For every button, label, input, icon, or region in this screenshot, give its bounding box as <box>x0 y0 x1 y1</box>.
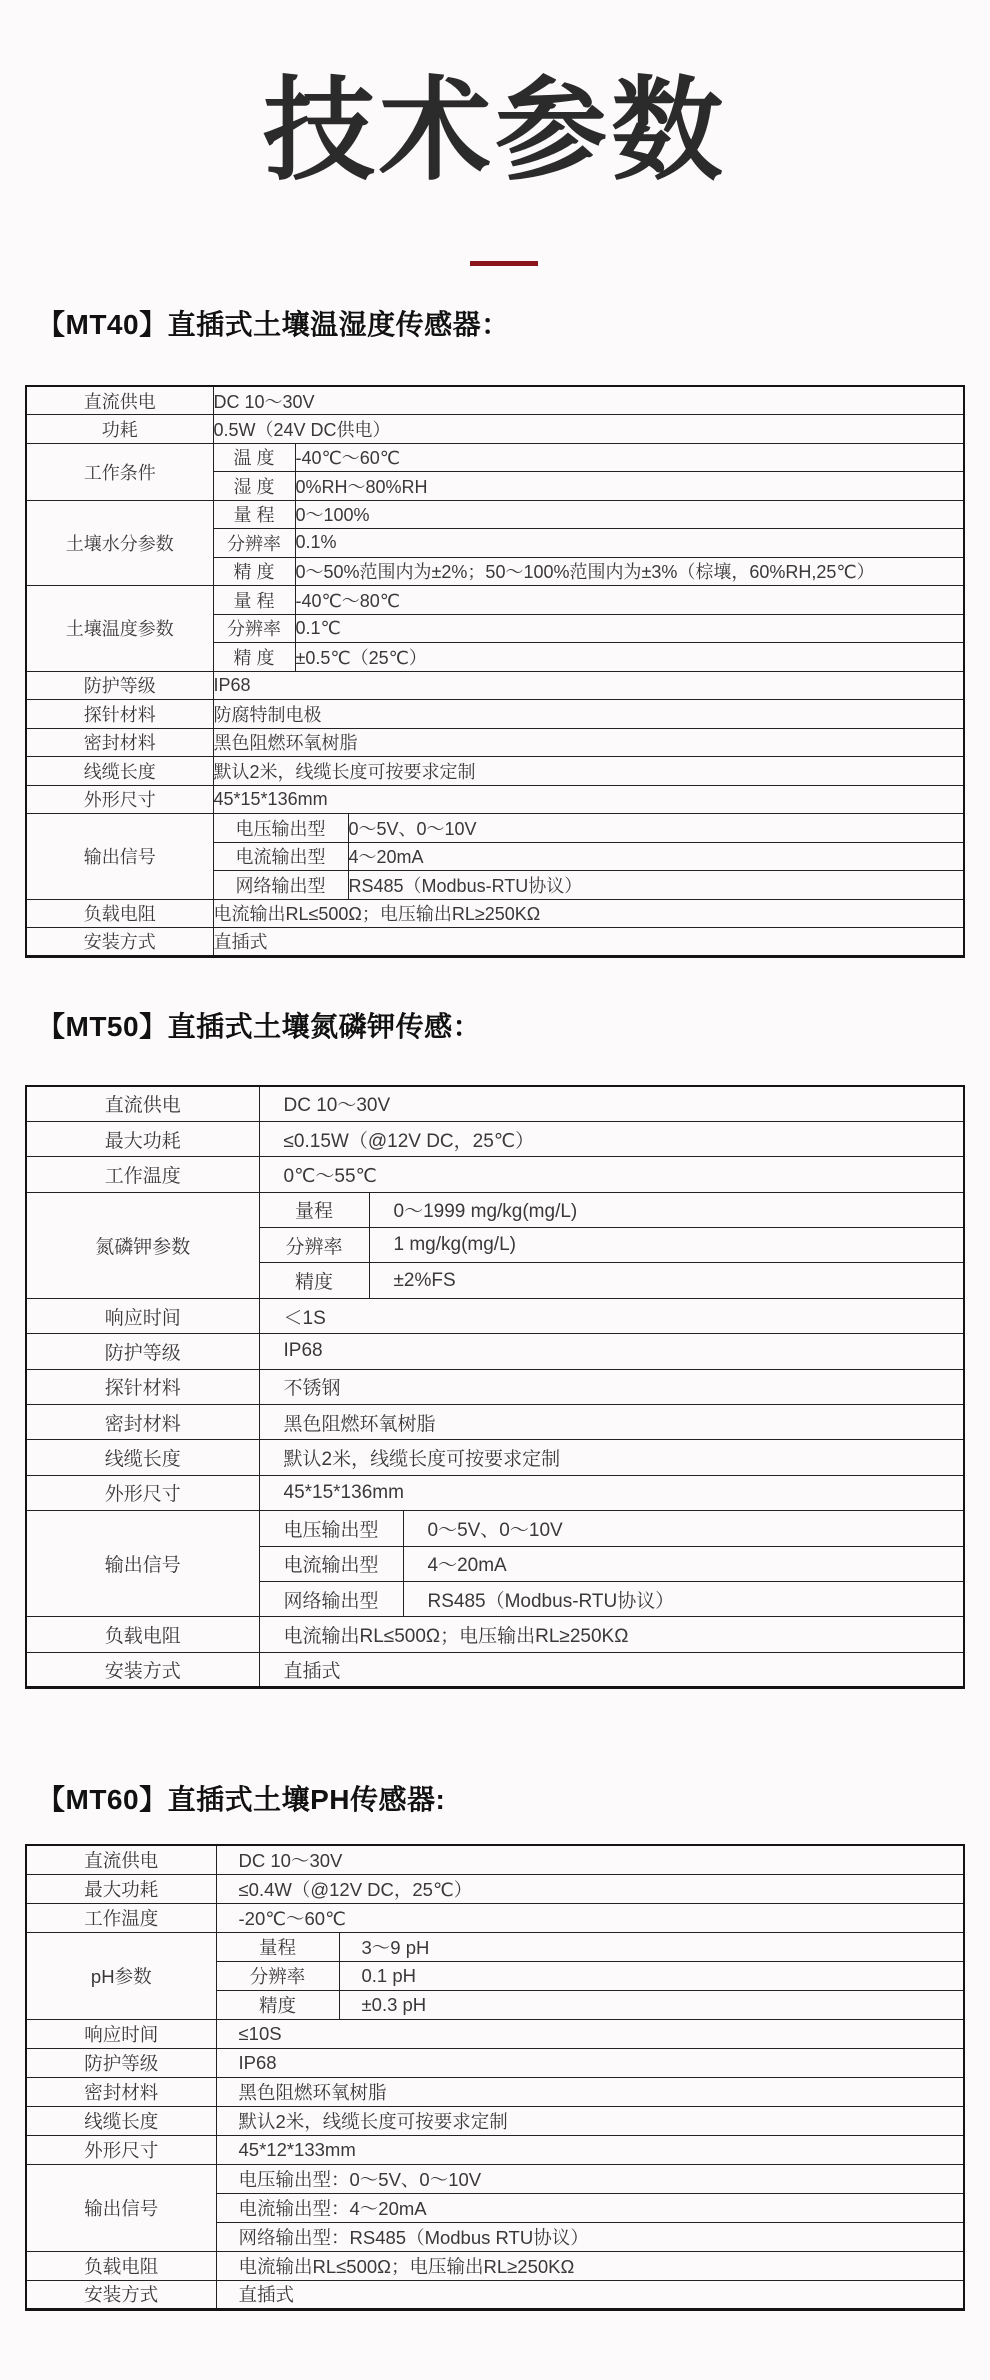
value-cell: 0～5V、0～10V <box>403 1511 964 1546</box>
table-row <box>26 2164 964 2193</box>
section-heading-mt50: 【MT50】直插式土壤氮磷钾传感： <box>37 1011 482 1042</box>
table-row <box>26 1845 964 1874</box>
value-cell: 0～50%范围内为±2%；50～100%范围内为±3%（棕壤，60%RH,25℃） <box>295 557 964 586</box>
table-row <box>26 2251 964 2280</box>
value-cell: ＜1S <box>259 1298 964 1333</box>
table-row <box>26 443 964 472</box>
value-cell: 直插式 <box>213 928 964 957</box>
value-cell: 0.1% <box>295 529 964 558</box>
title-divider <box>470 261 538 266</box>
sub-label-cell: 精度 <box>216 1990 339 2019</box>
table-row <box>26 671 964 700</box>
value-cell: 不锈钢 <box>259 1369 964 1404</box>
value-cell: -40℃～80℃ <box>295 586 964 615</box>
value-cell: DC 10～30V <box>216 1845 964 1874</box>
value-cell: 0℃～55℃ <box>259 1157 964 1192</box>
value-cell: IP68 <box>259 1334 964 1369</box>
table-row <box>26 785 964 814</box>
table-row <box>26 700 964 729</box>
value-cell: 电流输出RL≤500Ω；电压输出RL≥250KΩ <box>213 899 964 928</box>
table-row <box>26 586 964 615</box>
sub-label-cell: 量 程 <box>213 500 295 529</box>
sub-label-cell: 网络输出型 <box>259 1581 403 1616</box>
table-row <box>26 1405 964 1440</box>
row-label-cell: 安装方式 <box>26 2280 216 2309</box>
sub-label-cell: 分辨率 <box>213 529 295 558</box>
value-cell: ±2%FS <box>369 1263 964 1298</box>
table-row <box>26 2280 964 2309</box>
value-cell: 4～20mA <box>348 842 964 871</box>
sub-label-cell: 电流输出型 <box>259 1546 403 1581</box>
row-label-cell: 外形尺寸 <box>26 2135 216 2164</box>
row-label-cell: 氮磷钾参数 <box>26 1192 259 1298</box>
row-label-cell: 最大功耗 <box>26 1121 259 1156</box>
table-row <box>26 2077 964 2106</box>
row-label-cell: 工作温度 <box>26 1157 259 1192</box>
table-row <box>26 1903 964 1932</box>
value-cell: 3～9 pH <box>339 1932 964 1961</box>
row-label-cell: 线缆长度 <box>26 2106 216 2135</box>
row-label-cell: 直流供电 <box>26 1086 259 1121</box>
table-row <box>26 1874 964 1903</box>
value-cell: ±0.3 pH <box>339 1990 964 2019</box>
value-cell: 45*15*136mm <box>213 785 964 814</box>
table-row <box>26 2048 964 2077</box>
value-cell: 直插式 <box>259 1652 964 1687</box>
row-label-cell: 响应时间 <box>26 2019 216 2048</box>
value-cell: IP68 <box>213 671 964 700</box>
table-row <box>26 1086 964 1121</box>
table-row <box>26 1121 964 1156</box>
value-cell: -20℃～60℃ <box>216 1903 964 1932</box>
table-row <box>26 1652 964 1687</box>
value-cell: 电流输出RL≤500Ω；电压输出RL≥250KΩ <box>216 2251 964 2280</box>
table-row <box>26 386 964 415</box>
sub-label-cell: 量程 <box>259 1192 369 1227</box>
table-row <box>26 1617 964 1652</box>
table-row <box>26 728 964 757</box>
sub-label-cell: 精度 <box>259 1263 369 1298</box>
sub-label-cell: 分辨率 <box>213 614 295 643</box>
row-label-cell: 负载电阻 <box>26 899 213 928</box>
value-cell: 黑色阻燃环氧树脂 <box>216 2077 964 2106</box>
row-label-cell: 防护等级 <box>26 1334 259 1369</box>
value-cell: ≤0.4W（@12V DC，25℃） <box>216 1874 964 1903</box>
table-row <box>26 1475 964 1510</box>
row-label-cell: pH参数 <box>26 1932 216 2019</box>
table-row <box>26 2135 964 2164</box>
row-label-cell: 响应时间 <box>26 1298 259 1333</box>
sub-label-cell: 分辨率 <box>216 1961 339 1990</box>
value-cell: 45*12*133mm <box>216 2135 964 2164</box>
table-row <box>26 2106 964 2135</box>
table-row <box>26 814 964 843</box>
sub-label-cell: 电流输出型 <box>213 842 348 871</box>
row-label-cell: 探针材料 <box>26 700 213 729</box>
table-row <box>26 1932 964 1961</box>
table-row <box>26 1334 964 1369</box>
sub-label-cell: 电压输出型 <box>259 1511 403 1546</box>
row-label-cell: 土壤温度参数 <box>26 586 213 672</box>
sub-label-cell: 量 程 <box>213 586 295 615</box>
table-row <box>26 500 964 529</box>
value-cell: 0～1999 mg/kg(mg/L) <box>369 1192 964 1227</box>
value-cell: -40℃～60℃ <box>295 443 964 472</box>
value-cell: 45*15*136mm <box>259 1475 964 1510</box>
row-label-cell: 直流供电 <box>26 1845 216 1874</box>
value-cell: ±0.5℃（25℃） <box>295 643 964 672</box>
value-cell: 黑色阻燃环氧树脂 <box>259 1405 964 1440</box>
row-label-cell: 直流供电 <box>26 386 213 415</box>
value-cell: 0～100% <box>295 500 964 529</box>
row-label-cell: 外形尺寸 <box>26 1475 259 1510</box>
value-cell: DC 10～30V <box>213 386 964 415</box>
value-cell: 防腐特制电极 <box>213 700 964 729</box>
value-cell: 网络输出型：RS485（Modbus RTU协议） <box>216 2222 964 2251</box>
value-cell: 直插式 <box>216 2280 964 2309</box>
table-row <box>26 1192 964 1227</box>
value-cell: 0.5W（24V DC供电） <box>213 415 964 444</box>
value-cell: RS485（Modbus-RTU协议） <box>403 1581 964 1616</box>
row-label-cell: 防护等级 <box>26 2048 216 2077</box>
row-label-cell: 安装方式 <box>26 1652 259 1687</box>
row-label-cell: 功耗 <box>26 415 213 444</box>
row-label-cell: 工作条件 <box>26 443 213 500</box>
value-cell: DC 10～30V <box>259 1086 964 1121</box>
table-row <box>26 899 964 928</box>
page-title: 技术参数 <box>263 68 727 193</box>
sub-label-cell: 精 度 <box>213 557 295 586</box>
table-row <box>26 415 964 444</box>
value-cell: 电压输出型：0～5V、0～10V <box>216 2164 964 2193</box>
table-row <box>26 2019 964 2048</box>
sub-label-cell: 温 度 <box>213 443 295 472</box>
value-cell: 0%RH～80%RH <box>295 472 964 501</box>
sub-label-cell: 湿 度 <box>213 472 295 501</box>
value-cell: ≤10S <box>216 2019 964 2048</box>
row-label-cell: 外形尺寸 <box>26 785 213 814</box>
row-label-cell: 密封材料 <box>26 1405 259 1440</box>
sub-label-cell: 网络输出型 <box>213 871 348 900</box>
sub-label-cell: 量程 <box>216 1932 339 1961</box>
row-label-cell: 负载电阻 <box>26 2251 216 2280</box>
spec-table-mt50 <box>25 1085 965 1689</box>
sub-label-cell: 电压输出型 <box>213 814 348 843</box>
value-cell: 电流输出型：4～20mA <box>216 2193 964 2222</box>
table-row <box>26 757 964 786</box>
value-cell: ≤0.15W（@12V DC，25℃） <box>259 1121 964 1156</box>
row-label-cell: 密封材料 <box>26 2077 216 2106</box>
sub-label-cell: 分辨率 <box>259 1228 369 1263</box>
sub-label-cell: 精 度 <box>213 643 295 672</box>
table-row <box>26 1298 964 1333</box>
row-label-cell: 输出信号 <box>26 1511 259 1617</box>
value-cell: 1 mg/kg(mg/L) <box>369 1228 964 1263</box>
value-cell: 默认2米，线缆长度可按要求定制 <box>216 2106 964 2135</box>
value-cell: 电流输出RL≤500Ω；电压输出RL≥250KΩ <box>259 1617 964 1652</box>
spec-table-mt40 <box>25 385 965 958</box>
row-label-cell: 安装方式 <box>26 928 213 957</box>
value-cell: 0～5V、0～10V <box>348 814 964 843</box>
row-label-cell: 探针材料 <box>26 1369 259 1404</box>
row-label-cell: 线缆长度 <box>26 1440 259 1475</box>
row-label-cell: 负载电阻 <box>26 1617 259 1652</box>
value-cell: 4～20mA <box>403 1546 964 1581</box>
row-label-cell: 密封材料 <box>26 728 213 757</box>
row-label-cell: 输出信号 <box>26 2164 216 2251</box>
row-label-cell: 防护等级 <box>26 671 213 700</box>
table-row <box>26 1440 964 1475</box>
row-label-cell: 输出信号 <box>26 814 213 900</box>
value-cell: 默认2米，线缆长度可按要求定制 <box>213 757 964 786</box>
value-cell: 默认2米，线缆长度可按要求定制 <box>259 1440 964 1475</box>
row-label-cell: 最大功耗 <box>26 1874 216 1903</box>
value-cell: RS485（Modbus-RTU协议） <box>348 871 964 900</box>
section-heading-mt40: 【MT40】直插式土壤温湿度传感器： <box>37 309 510 340</box>
value-cell: 0.1℃ <box>295 614 964 643</box>
table-row <box>26 1369 964 1404</box>
row-label-cell: 线缆长度 <box>26 757 213 786</box>
section-heading-mt60: 【MT60】直插式土壤PH传感器: <box>37 1784 446 1815</box>
value-cell: IP68 <box>216 2048 964 2077</box>
table-row <box>26 1511 964 1546</box>
spec-table-mt60 <box>25 1844 965 2311</box>
table-row <box>26 928 964 957</box>
value-cell: 黑色阻燃环氧树脂 <box>213 728 964 757</box>
value-cell: 0.1 pH <box>339 1961 964 1990</box>
table-row <box>26 1157 964 1192</box>
row-label-cell: 土壤水分参数 <box>26 500 213 586</box>
row-label-cell: 工作温度 <box>26 1903 216 1932</box>
